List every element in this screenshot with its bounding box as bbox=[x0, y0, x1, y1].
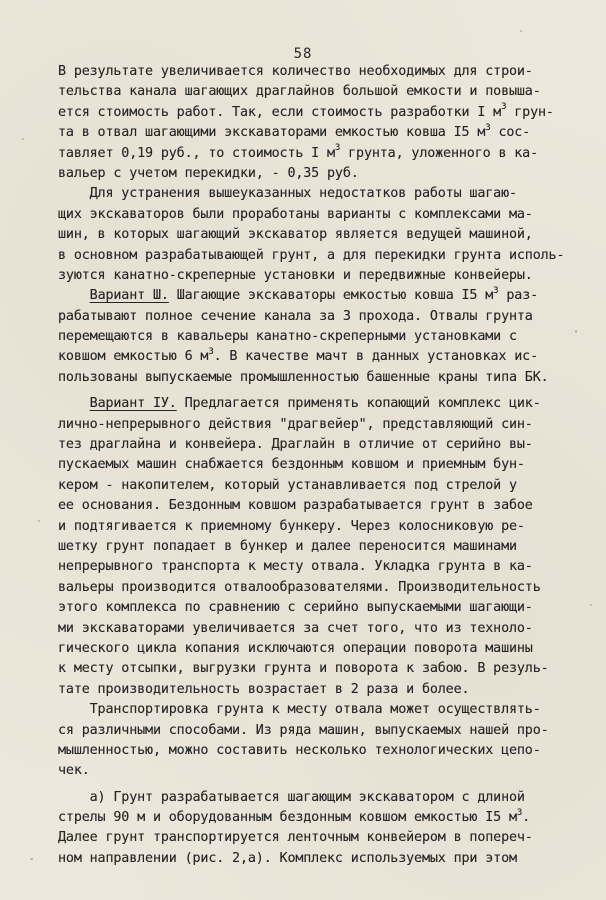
paragraph bbox=[58, 700, 550, 782]
text-line bbox=[58, 184, 550, 204]
text-line bbox=[58, 225, 550, 245]
text-run: пускаемых машин снабжается бездонным ковшом и приемным бун- bbox=[58, 457, 525, 473]
text-run: рабатывают полное сечение канала за 3 прохода. Отвалы грунта bbox=[58, 308, 533, 324]
text-line bbox=[58, 102, 554, 123]
superscript: 3 bbox=[516, 807, 523, 818]
text-run: гического цикла копания исключаются операции поворота машины bbox=[58, 640, 533, 656]
text-run: тез драглайна и конвейера. Драглайн в отличие от серийно вы- bbox=[58, 437, 533, 453]
superscript: 3 bbox=[334, 143, 341, 154]
text-line bbox=[58, 537, 550, 557]
superscript: 3 bbox=[485, 122, 491, 133]
superscript: 3 bbox=[493, 285, 499, 296]
text-run: . bbox=[522, 810, 531, 826]
text-line bbox=[58, 808, 550, 828]
text-run: ется стоимость работ. Так, если стоимость разработки I м bbox=[58, 104, 502, 120]
text-run: та в отвал шагающими экскаваторами емкостью ковша I5 м bbox=[58, 125, 486, 141]
document-body bbox=[58, 62, 565, 869]
text-line bbox=[58, 286, 550, 306]
text-run: стрелы 90 м и оборудованным бездонным ковшом емкостью I5 м bbox=[58, 810, 517, 826]
text-run: лично-непрерывного действия "драгвейер", представляющий син- bbox=[58, 416, 533, 432]
text-line bbox=[58, 680, 550, 700]
text-line bbox=[58, 307, 550, 327]
text-run: тавляет 0,19 руб., то стоимость I м bbox=[58, 145, 335, 161]
text-line bbox=[58, 557, 550, 577]
text-line bbox=[58, 849, 550, 869]
text-line bbox=[58, 659, 550, 679]
text-run: тате производительность возрастает в 2 раза и более. bbox=[58, 681, 470, 697]
text-run: ся различными способами. Из ряда машин, выпускаемых нашей про- bbox=[58, 722, 549, 738]
text-line bbox=[58, 700, 550, 720]
text-line bbox=[58, 578, 550, 598]
text-run: вальеры производится отвалообразователями. Производительность bbox=[58, 579, 541, 595]
text-run bbox=[58, 396, 90, 411]
text-run: ми экскаваторами увеличивается за счет того, что из техноло- bbox=[58, 620, 533, 636]
text-run: Далее грунт транспортируется ленточным конвейером в попереч- bbox=[58, 830, 533, 846]
text-run: к месту отсыпки, выгрузки грунта и поворота к забою. В резуль- bbox=[58, 661, 549, 677]
text-line bbox=[58, 246, 565, 266]
text-line bbox=[58, 327, 550, 347]
text-run: вальер с учетом перекидки, - 0,35 руб. bbox=[58, 165, 359, 181]
paragraph bbox=[58, 62, 554, 184]
text-line bbox=[58, 82, 550, 102]
text-run: Для устранения вышеуказанных недостатков работы шагаю- bbox=[58, 186, 517, 202]
text-run: шин, в которых шагающий экскаватор является ведущей машиной, bbox=[58, 227, 533, 243]
text-run: Предлагается применять копающий комплекс цик- bbox=[176, 396, 541, 412]
text-line bbox=[58, 205, 550, 225]
text-run: в основном разрабатывающей грунт, а для перекидки грунта исполь- bbox=[58, 247, 565, 263]
text-line bbox=[58, 144, 550, 164]
text-run: раз- bbox=[498, 288, 539, 304]
text-run: непрерывного транспорта к месту отвала. Укладка грунта в ка- bbox=[58, 559, 533, 575]
text-line bbox=[58, 415, 550, 435]
text-line bbox=[58, 394, 550, 414]
text-line bbox=[58, 741, 550, 761]
text-run: Шагающие экскаваторы емкостью ковша I5 м bbox=[168, 288, 494, 304]
text-line bbox=[58, 496, 550, 516]
text-line bbox=[58, 761, 550, 781]
paragraph bbox=[58, 184, 565, 286]
superscript: 3 bbox=[501, 102, 507, 113]
text-run: ее основания. Бездонным ковшом разрабатывается грунт в забое bbox=[58, 498, 533, 514]
text-line bbox=[58, 123, 550, 143]
text-run: перемещаются в кавальеры канатно-скреперными установками с bbox=[58, 329, 517, 345]
page-number: 58 bbox=[293, 46, 313, 62]
text-run: В результате увеличивается количество необходимых для строи- bbox=[58, 64, 533, 79]
text-run: сос- bbox=[490, 125, 531, 141]
text-line bbox=[58, 455, 550, 475]
text-run: зуются канатно-скреперные установки и передвижные конвейеры. bbox=[58, 267, 533, 283]
text-line bbox=[58, 598, 550, 618]
text-line bbox=[58, 828, 550, 848]
text-run: этого комплекса по сравнению с серийно выпускаемыми шагающи- bbox=[58, 600, 533, 616]
paragraph bbox=[58, 394, 550, 700]
variant-heading: Вариант IУ. bbox=[89, 396, 177, 412]
text-run bbox=[58, 288, 90, 303]
text-line bbox=[58, 347, 550, 367]
text-line bbox=[58, 368, 550, 388]
text-run: щих экскаваторов были проработаны варианты с комплексами ма- bbox=[58, 206, 533, 222]
text-run: и подтягивается к приемному бункеру. Через колосниковую ре- bbox=[58, 518, 525, 534]
text-run: тельства канала шагающих драглайнов большой емкости и повыша- bbox=[58, 84, 541, 100]
scan-speck bbox=[590, 604, 592, 606]
scan-speck bbox=[22, 138, 24, 140]
text-run: пользованы выпускаемые промышленностью башенные краны типа БК. bbox=[58, 369, 549, 385]
text-line bbox=[58, 266, 550, 286]
text-line bbox=[58, 788, 550, 808]
variant-heading: Вариант Ш. bbox=[89, 288, 169, 304]
text-line bbox=[58, 639, 550, 659]
text-run: ном направлении (рис. 2,а). Комплекс используемых при этом bbox=[58, 850, 517, 866]
text-line bbox=[58, 517, 550, 537]
text-run: кером - накопителем, который устанавливается под стрелой у bbox=[58, 477, 517, 493]
scan-speck bbox=[30, 858, 33, 860]
scan-speck bbox=[520, 30, 522, 32]
text-run: грунта, уложенного в ка- bbox=[340, 145, 538, 161]
scan-speck bbox=[575, 330, 577, 333]
paragraph bbox=[58, 788, 550, 870]
text-run: мышленностью, можно составить несколько технологических цепо- bbox=[58, 742, 541, 758]
text-line bbox=[58, 619, 550, 639]
paragraph bbox=[58, 286, 550, 388]
text-run: шетку грунт попадает в бункер и далее переносится машинами bbox=[58, 538, 517, 554]
text-run: чек. bbox=[58, 763, 90, 779]
text-line bbox=[58, 476, 550, 496]
text-run: грун- bbox=[506, 104, 554, 120]
scan-speck bbox=[38, 520, 40, 522]
text-run: . В качестве мачт в данных установках ис- bbox=[213, 349, 538, 365]
superscript: 3 bbox=[208, 347, 214, 357]
text-line bbox=[58, 164, 550, 184]
text-line bbox=[58, 62, 550, 82]
text-line bbox=[58, 435, 550, 455]
text-run: Транспортировка грунта к месту отвала может осуществлять- bbox=[58, 702, 541, 718]
text-line bbox=[58, 721, 550, 741]
text-run: ковшом емкостью 6 м bbox=[58, 349, 209, 365]
text-run: а) Грунт разрабатывается шагающим экскаватором с длиной bbox=[58, 789, 525, 805]
